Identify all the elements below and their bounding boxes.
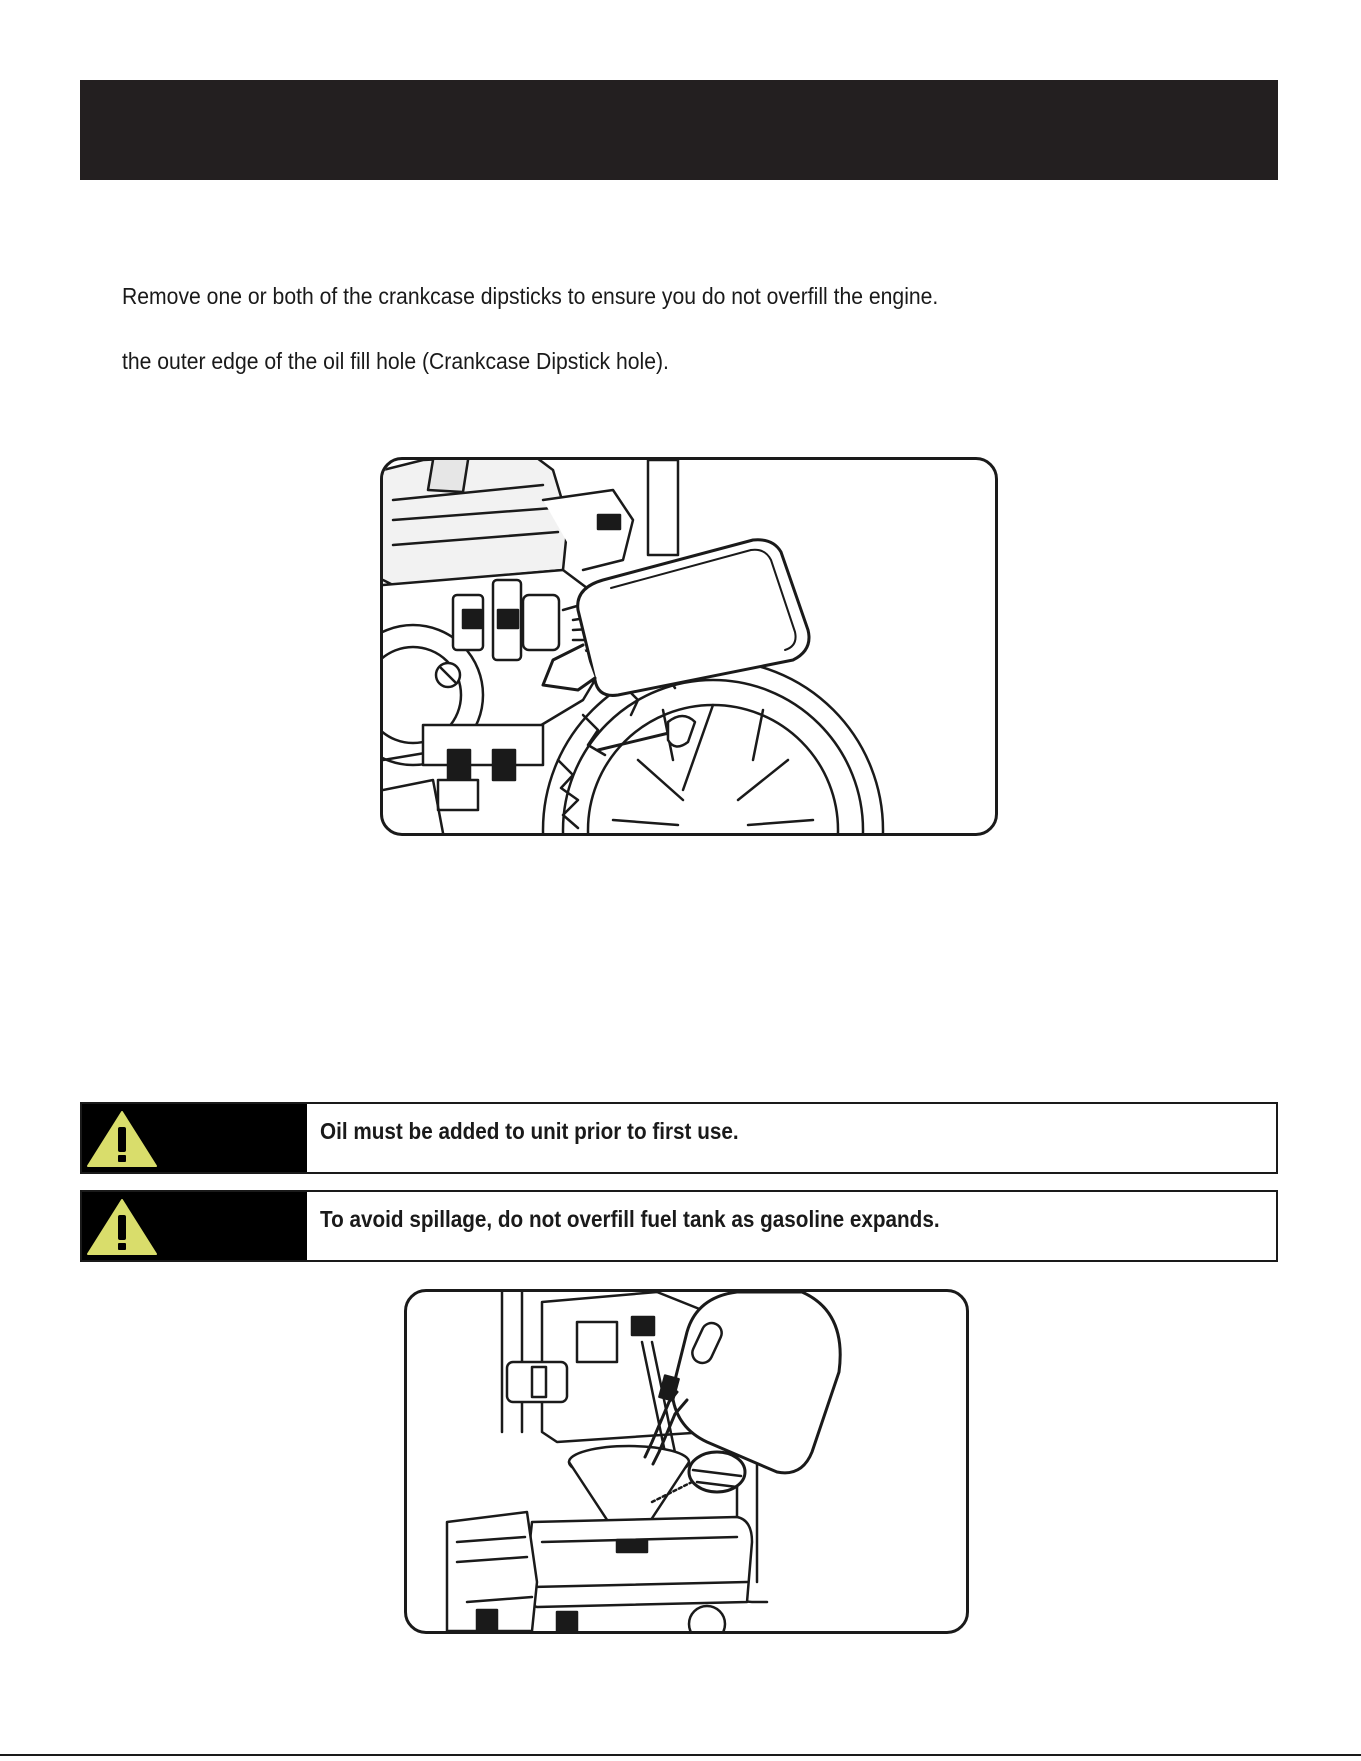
fuel-fill-figure <box>404 1289 969 1634</box>
oil-bottle-pouring-into-crankcase-icon <box>383 460 995 833</box>
warning-box-fuel <box>80 1190 1278 1262</box>
warning-triangle-icon <box>86 1197 158 1257</box>
instruction-line-1: Remove one or both of the crankcase dipsticks to ensure you do not overfill the engine. <box>122 283 939 309</box>
warning-label <box>82 1104 307 1172</box>
footer-rule <box>0 1754 1361 1756</box>
gas-can-pouring-into-fuel-tank-funnel-icon <box>407 1292 966 1631</box>
warning-label <box>82 1192 307 1260</box>
warning-message-oil: Oil must be added to unit prior to first use. <box>320 1118 739 1144</box>
warning-triangle-icon <box>86 1109 158 1169</box>
warning-message-fuel: To avoid spillage, do not overfill fuel tank as gasoline expands. <box>320 1206 940 1232</box>
warning-box-oil <box>80 1102 1278 1174</box>
section-header-bar <box>80 80 1278 180</box>
instruction-line-2: the outer edge of the oil fill hole (Crankcase Dipstick hole). <box>122 348 669 374</box>
oil-fill-figure <box>380 457 998 836</box>
